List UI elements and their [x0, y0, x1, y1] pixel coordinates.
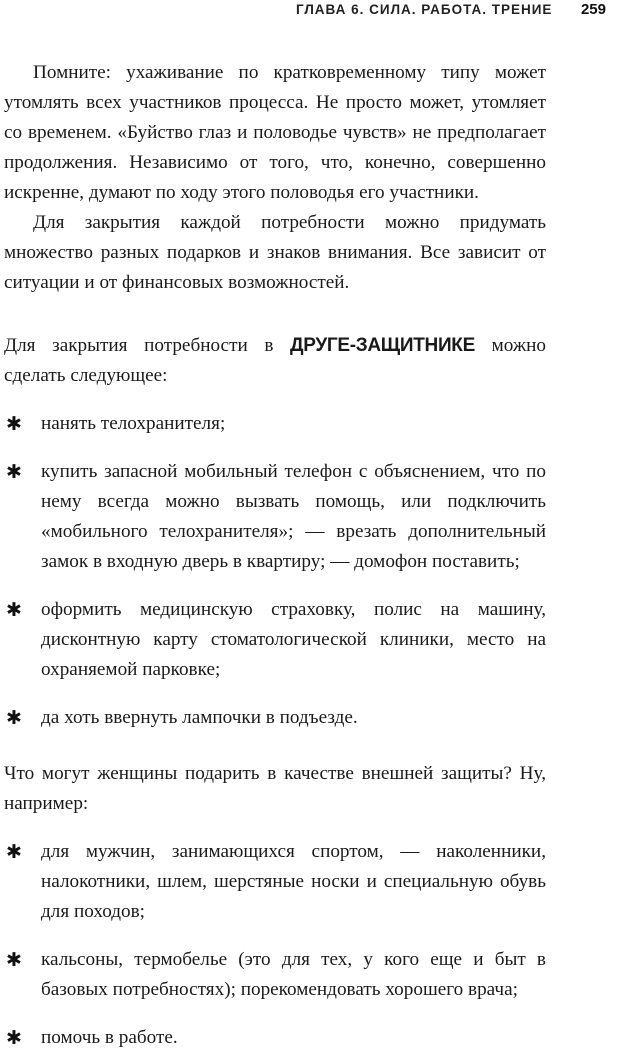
list-item	[4, 703, 546, 733]
list-item	[4, 945, 546, 1005]
page-number: 259	[580, 1, 606, 18]
bullet-list-2	[4, 837, 546, 1053]
asterisk-icon: ✱	[6, 599, 22, 621]
asterisk-icon: ✱	[6, 413, 22, 435]
paragraph-2: Для закрытия каждой потребности можно придумать множество разных подарков и знаков внимания. Все зависит от ситуации и от финансовых возможностей.	[4, 212, 546, 293]
list-item	[4, 409, 546, 439]
asterisk-icon: ✱	[6, 1027, 22, 1049]
paragraph-4: Что могут женщины подарить в качестве внешней защиты? Ну, например:	[4, 763, 546, 814]
list-item-text: купить запасной мобильный телефон с объяснением, что по нему всегда можно вызвать помощь, или подключить «мобильного телохранителя»; — врезать дополнительный замок в входную дверь в квартиру; — домофон поставить;	[41, 461, 546, 572]
bullet-list-1	[4, 409, 546, 733]
paragraph-3-end: можно сделать следующее:	[4, 335, 546, 386]
paragraph-3-start: Для закрытия потребности в	[4, 335, 291, 356]
body-text	[4, 58, 546, 1053]
list-item	[4, 457, 546, 577]
list-item	[4, 595, 546, 685]
asterisk-icon: ✱	[6, 461, 22, 483]
list-item	[4, 837, 546, 927]
list-item-text: нанять телохранителя;	[41, 413, 226, 434]
paragraph-3	[4, 331, 546, 391]
running-head: ГЛАВА 6. СИЛА. РАБОТА. ТРЕНИЕ	[296, 2, 553, 17]
list-item-text: кальсоны, термобелье (это для тех, у кого еще и быт в базовых потребностях); порекомендовать хорошего врача;	[41, 949, 546, 1000]
paragraph-1: Помните: ухаживание по кратковременному типу может утомлять всех участников процесса. Не просто может, утомляет со временем. «Буйство глаз и половодье чувств» не предполагает продолжения. Независимо от того, что, конечно, совершенно искренне, думают по ходу этого половодья его участники.	[4, 62, 546, 203]
asterisk-icon: ✱	[6, 707, 22, 729]
asterisk-icon: ✱	[6, 949, 22, 971]
emphasis-term: ДРУГЕ-ЗАЩИТНИКЕ	[290, 335, 475, 356]
list-item-text: помочь в работе.	[41, 1027, 178, 1048]
list-item-text: да хоть ввернуть лампочки в подъезде.	[41, 707, 358, 728]
asterisk-icon: ✱	[6, 841, 22, 863]
list-item	[4, 1023, 546, 1053]
list-item-text: оформить медицинскую страховку, полис на машину, дисконтную карту стоматологической клиники, место на охраняемой парковке;	[41, 599, 546, 680]
list-item-text: для мужчин, занимающихся спортом, — наколенники, налокотники, шлем, шерстяные носки и специальную обувь для походов;	[41, 841, 546, 922]
